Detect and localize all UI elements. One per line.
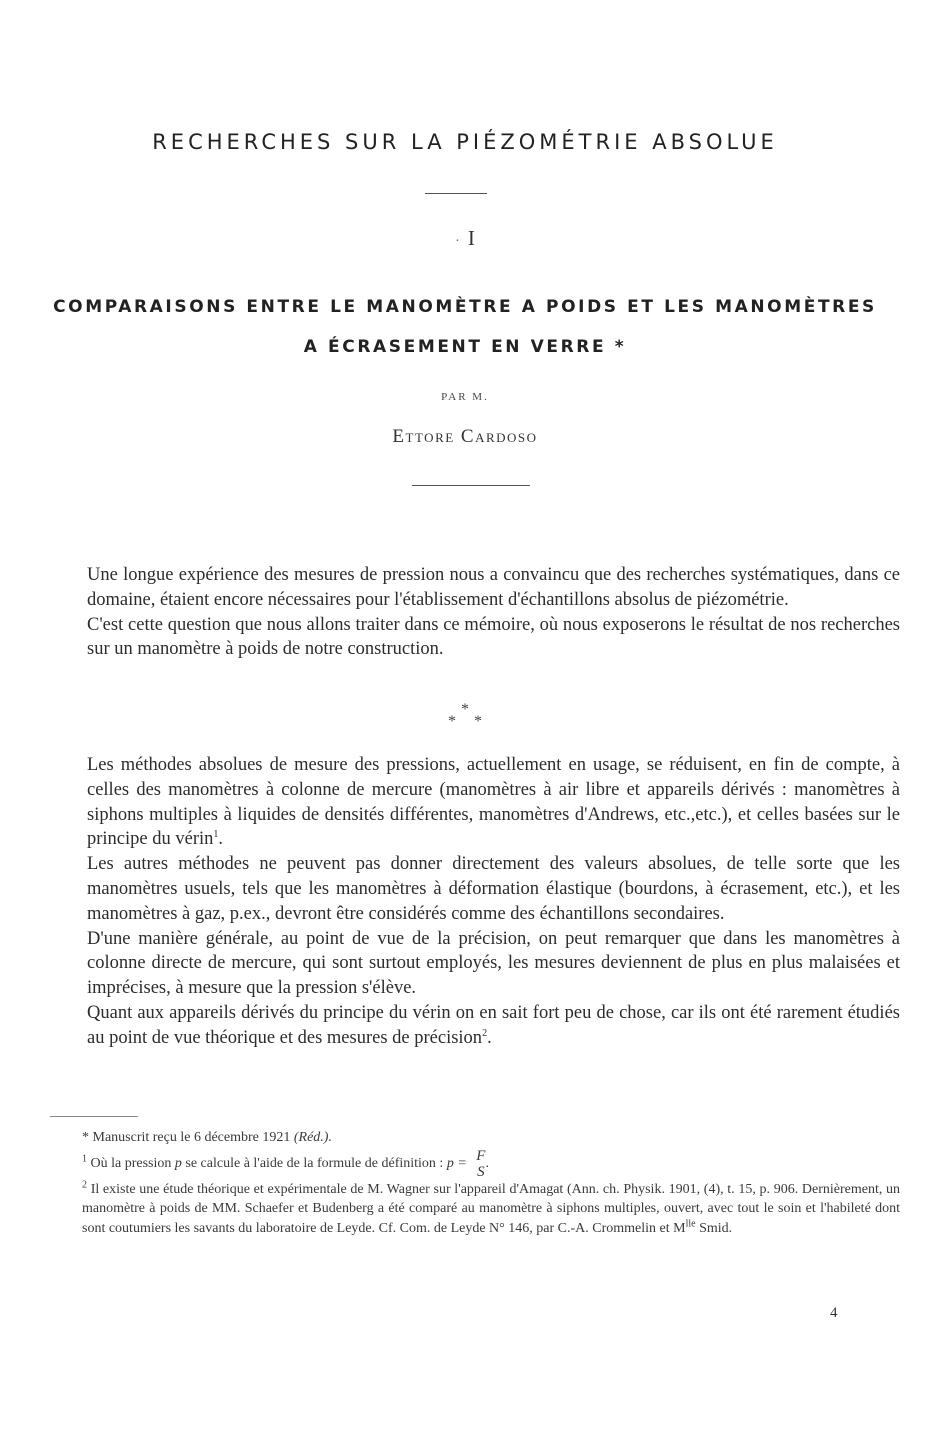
- asterism-top: *: [461, 701, 469, 718]
- footnote-1-text-b: se calcule à l'aide de la formule de définition :: [185, 1155, 444, 1171]
- footnote-ref-2: 2: [482, 1027, 488, 1039]
- main-paragraph-4-text: Quant aux appareils dérivés du principe du vérin on en sait fort peu de chose, car ils ont été rarement étudiés au point de vue théorique et des mesures de précision: [87, 1002, 900, 1048]
- byline: PAR M.: [441, 391, 489, 403]
- fraction-denominator: S: [477, 1163, 485, 1180]
- main-paragraph-4-end: .: [487, 1027, 492, 1048]
- main-paragraph-1-end: .: [218, 829, 223, 850]
- asterism-bottom: [0, 713, 930, 730]
- footnote-star-editor: (Réd.).: [293, 1130, 332, 1145]
- paper-title: RECHERCHES SUR LA PIÉZOMÉTRIE ABSOLUE: [152, 130, 778, 154]
- title-divider: [425, 193, 487, 194]
- main-section: [87, 753, 900, 1051]
- asterism-left: *: [448, 713, 456, 730]
- footnote-1: [50, 1148, 900, 1180]
- footnote-2-text: Il existe une étude théorique et expérimentale de M. Wagner sur l'appareil d'Amagat (Ann. ch. Physik. 1901, (4), t. 15, p. 906. Dernièrement, un manomètre à poids de MM. Schaefer et Budenberg a été comparé au manomètre à siphons multiples, ouvert, avec tout le soin et l'habileté dont sont coutumiers les savants du laboratoire de Leyde. Cf. Com. de Leyde N° 146, par C.-A. Crommelin et M: [82, 1181, 901, 1236]
- footnote-star: [50, 1128, 900, 1148]
- section-dot: ·: [455, 234, 460, 249]
- section-number: [0, 226, 930, 251]
- section-number-text: I: [467, 226, 475, 250]
- intro-paragraph-1: Une longue expérience des mesures de pression nous a convaincu que des recherches systématiques, dans ce domaine, étaient encore nécessaires pour l'établissement d'échantillons absolus de piézométrie.: [87, 565, 900, 610]
- footnote-2-end: Smid.: [695, 1220, 733, 1236]
- intro-paragraph-2: C'est cette question que nous allons traiter dans ce mémoire, où nous exposerons le résultat de nos recherches sur un manomètre à poids de notre construction.: [87, 614, 900, 660]
- main-paragraph-1-text: Les méthodes absolues de mesure des pressions, actuellement en usage, se réduisent, en fin de compte, à celles des manomètres à colonne de mercure (manomètres à air libre et appareils dérivés : manomètres à siphons multiples à liquides de densités différentes, manomètres d'Andrews, etc.,etc.), et celles basées sur le principe du vérin: [87, 755, 900, 850]
- footnote-1-formula-lhs: p =: [446, 1155, 467, 1171]
- author-divider: [412, 485, 530, 486]
- section-title-line-2: A ÉCRASEMENT EN VERRE *: [303, 337, 627, 357]
- main-paragraph-3: D'une manière générale, au point de vue de la précision, on peut remarquer que dans les manomètres à colonne directe de mercure, qui sont surtout employés, les mesures deviennent de plus en plus malaisées et imprécises, à mesure que la pression s'élève.: [87, 928, 900, 999]
- intro-section: [87, 563, 900, 662]
- asterism: [0, 701, 930, 730]
- author-name: Ettore Cardoso: [392, 426, 538, 447]
- main-paragraph-4: [87, 1001, 900, 1051]
- footnote-1-variable: p: [174, 1155, 182, 1171]
- asterism-right: *: [474, 713, 482, 730]
- section-title-line-1: COMPARAISONS ENTRE LE MANOMÈTRE A POIDS ET LES MANOMÈTRES: [53, 297, 877, 317]
- footnote-1-end: .: [485, 1155, 489, 1171]
- footnote-2-mark: 2: [82, 1178, 87, 1190]
- page-number: 4: [830, 1305, 838, 1321]
- footnote-2: [50, 1180, 900, 1239]
- footnote-ref-1: 1: [213, 829, 219, 841]
- footnote-divider: [50, 1116, 138, 1117]
- footnote-star-text: Manuscrit reçu le 6 décembre 1921: [92, 1130, 291, 1145]
- main-paragraph-2: Les autres méthodes ne peuvent pas donner directement des valeurs absolues, de telle sorte que les manomètres usuels, tels que les manomètres à déformation élastique (bourdons, à écrasement, etc.), et les manomètres à gaz, p.ex., devront être considérés comme des échantillons secondaires.: [87, 854, 900, 924]
- footnote-star-mark: *: [82, 1130, 89, 1145]
- footnote-1-mark: 1: [82, 1153, 87, 1165]
- footnotes: [50, 1128, 900, 1238]
- fraction-numerator: F: [476, 1147, 486, 1164]
- footnote-1-text-a: Où la pression: [90, 1155, 172, 1171]
- footnote-2-superscript: lle: [685, 1217, 696, 1229]
- main-paragraph-1: [87, 753, 900, 852]
